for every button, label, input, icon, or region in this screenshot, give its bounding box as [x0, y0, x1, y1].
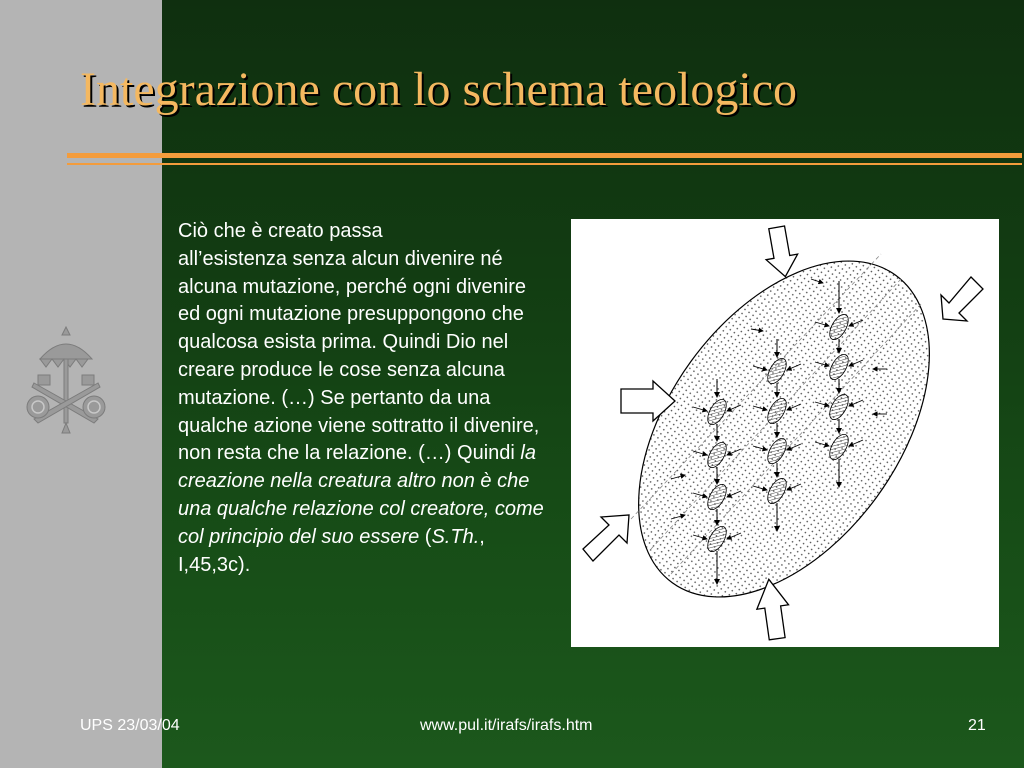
citation-source: S.Th.	[431, 525, 480, 548]
slide-title: Integrazione con lo schema teologico	[80, 63, 798, 116]
body-paragraph: all’esistenza senza alcun divenire né alcuna mutazione, perché ogni divenire ed ogni mutazione presuppongono che qualcosa esista prima. Quindi Dio nel creare produce le cose senza alcuna mutazione. (…) Se pertanto da una qualche azione viene sottratto il divenire, non resta che la relazione. (…) Quindi	[178, 247, 540, 465]
relation-diagram	[571, 219, 999, 647]
citation-open: (	[419, 525, 432, 548]
quote-italic: la creazione nella creatura altro non è che una qualche relazione col creatore, come col principio del suo essere	[178, 442, 544, 548]
coat-of-arms-icon	[22, 325, 110, 435]
body-line-1: Ciò che è creato passa	[178, 220, 383, 242]
title-underline-thin	[67, 163, 1022, 165]
diagram-canvas	[571, 219, 999, 647]
citation-rest: , I,45,3c).	[178, 525, 485, 576]
body-text	[178, 218, 550, 579]
title-underline-thick	[67, 153, 1022, 158]
creation-ellipse	[579, 219, 988, 647]
footer-url[interactable]: www.pul.it/irafs/irafs.htm	[420, 717, 593, 734]
footer-date: UPS 23/03/04	[80, 717, 180, 734]
slide-number: 21	[968, 717, 986, 734]
